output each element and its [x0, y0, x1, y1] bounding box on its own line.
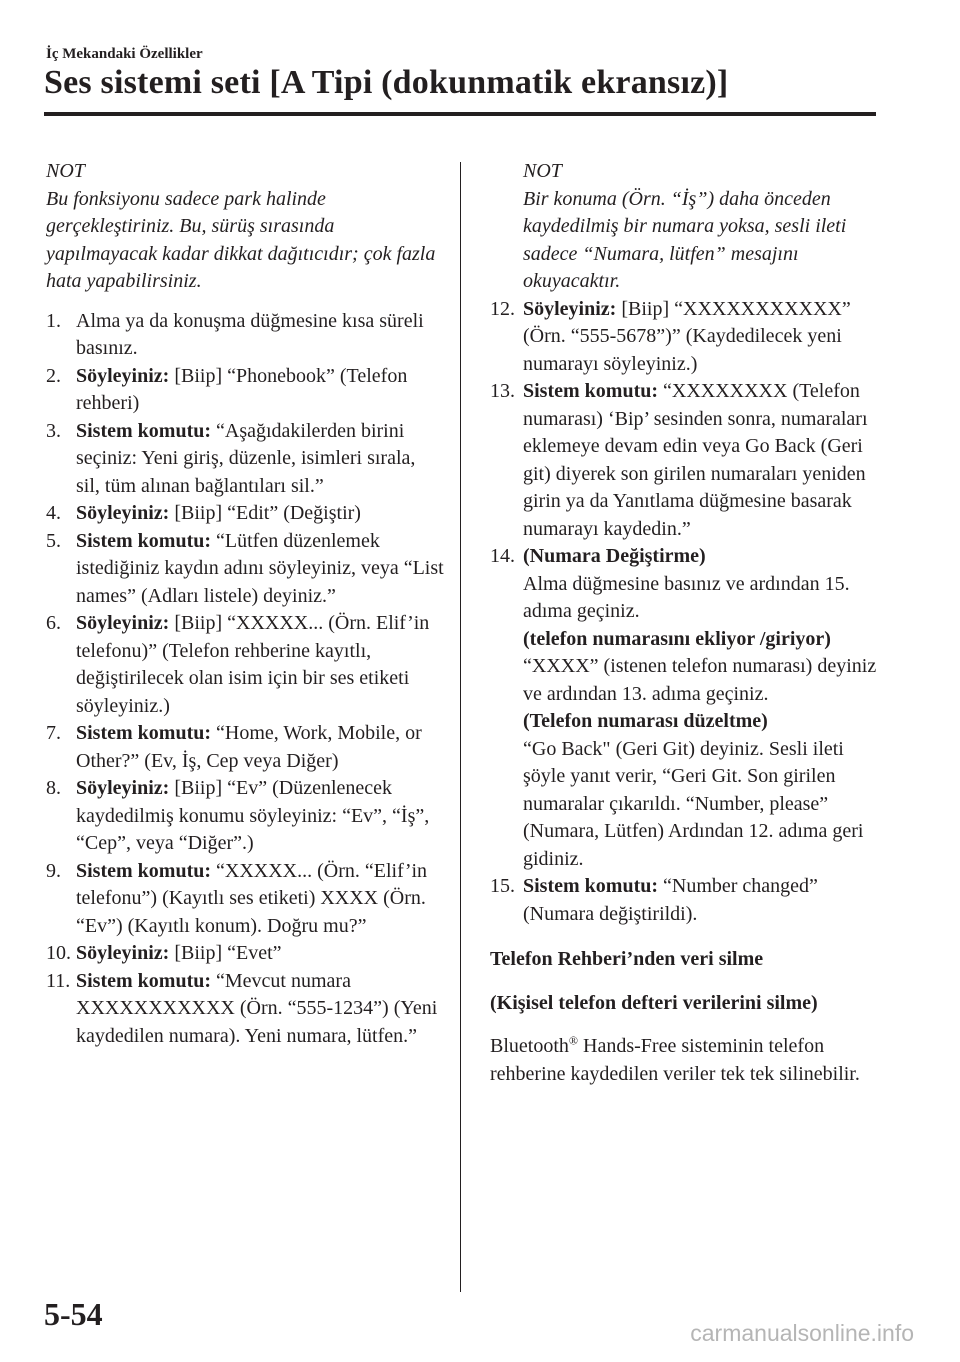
- step-text: [Biip] “Ev” (Düzenlenecek kaydedilmiş konumu söyleyiniz: “Ev”, “İş”, “Cep”, veya “Diğer”.): [76, 777, 430, 854]
- step-number: 9.: [46, 859, 61, 882]
- page-number: 5-54: [44, 1296, 103, 1332]
- step-label: Sistem komutu:: [76, 419, 212, 442]
- step-label: Sistem komutu:: [76, 722, 212, 744]
- column-divider: [460, 162, 461, 1292]
- step-3: [46, 418, 444, 501]
- step-number: 12.: [490, 297, 515, 320]
- step-number: 13.: [490, 380, 515, 402]
- step-number: 4.: [46, 502, 61, 524]
- step-number: 3.: [46, 419, 61, 442]
- section-label: İç Mekandaki Özellikler: [46, 46, 203, 62]
- step-label: Sistem komutu:: [76, 969, 212, 992]
- step-5: [46, 528, 444, 611]
- step-text: “XXXXX... (Örn. “Elif’in telefonu”) (Kayıtlı ses etiketi) XXXX (Örn. “Ev”) (Kayıtlı konum). Doğru mu?”: [76, 859, 428, 937]
- step-label: Sistem komutu:: [523, 380, 659, 402]
- step-text: [Biip] “Phonebook” (Telefon rehberi): [76, 364, 408, 414]
- step-subheading: (Numara Değiştirme): [523, 545, 706, 567]
- step-8: [46, 775, 444, 858]
- step-label: Söyleyiniz:: [76, 942, 170, 964]
- left-column: [46, 158, 444, 1050]
- step-2: [46, 363, 444, 418]
- step-subheading: (telefon numarasını ekliyor /giriyor): [523, 627, 831, 650]
- right-column: [490, 158, 890, 1088]
- step-10: [46, 940, 444, 968]
- step-text: [Biip] “Edit” (Değiştir): [169, 502, 361, 524]
- step-text: “Go Back" (Geri Git) deyiniz. Sesli ileti şöyle yanıt verir, “Geri Git. Son girilen numaralar çıkarıldı. “Number, please” (Numara, Lütfen) Ardından 12. adıma geri gidiniz.: [523, 737, 864, 870]
- step-6: [46, 610, 444, 720]
- note-heading: NOT: [523, 160, 562, 182]
- step-text: “Number changed” (Numara değiştirildi).: [523, 875, 818, 925]
- step-number: 8.: [46, 777, 61, 799]
- step-number: 5.: [46, 529, 61, 552]
- step-text: “XXXXXXXX (Telefon numarası) ‘Bip’ sesinden sonra, numaraları eklemeye devam edin veya Go Back (Geri git) diyerek son girilen numaraları yeniden girin ya da Yanıtlama düğmesine basarak numarayı kaydedin.”: [523, 380, 868, 540]
- step-label: Sistem komutu:: [523, 875, 659, 897]
- step-text: [Biip] “XXXXX... (Örn. Elif’in telefonu)” (Telefon rehberine kayıtlı, değiştirilecek olan isim için bir ses etiketi söyleyiniz.): [76, 612, 430, 717]
- step-text: “Home, Work, Mobile, or Other?” (Ev, İş, Cep veya Diğer): [76, 722, 422, 772]
- step-text: “XXXX” (istenen telefon numarası) deyiniz ve ardından 13. adıma geçiniz.: [523, 655, 877, 705]
- steps-list: [490, 296, 890, 929]
- section-heading: Telefon Rehberi’nden veri silme: [490, 948, 764, 970]
- step-number: 7.: [46, 722, 61, 744]
- step-label: Sistem komutu:: [76, 859, 212, 882]
- step-12: [490, 296, 890, 379]
- step-subheading: (Telefon numarası düzeltme): [523, 710, 768, 732]
- note-body: Bir konuma (Örn. “İş”) daha önceden kaydedilmiş bir numara yoksa, sesli ileti sadece “Numara, lütfen” mesajını okuyacaktır.: [523, 187, 847, 292]
- paragraph-text: Hands-Free sisteminin telefon rehberine kaydedilen veriler tek tek silinebilir.: [490, 1035, 860, 1085]
- watermark: carmanualsonline.info: [690, 1320, 914, 1346]
- step-text: Alma ya da konuşma düğmesine kısa süreli basınız.: [76, 309, 424, 359]
- step-number: 6.: [46, 612, 61, 634]
- step-number: 14.: [490, 545, 515, 567]
- step-text: “Aşağıdakilerden birini seçiniz: Yeni giriş, düzenle, isimleri sırala, sil, tüm alınan bağlantıları sil.”: [76, 419, 416, 497]
- step-label: Söyleyiniz:: [76, 502, 170, 524]
- step-text: “Lütfen düzenlemek istediğiniz kaydın adını söyleyiniz, veya “List names” (Adları listele) deyiniz.”: [76, 529, 444, 607]
- step-7: [46, 720, 444, 775]
- step-text: Alma düğmesine basınız ve ardından 15. adıma geçiniz.: [523, 572, 850, 622]
- step-13: [490, 378, 890, 543]
- registered-mark: ®: [568, 1033, 579, 1048]
- section-paragraph: [490, 1033, 890, 1088]
- step-text: [Biip] “XXXXXXXXXXX” (Örn. “555-5678”)” (Kaydedilecek yeni numarayı söyleyiniz.): [523, 297, 851, 375]
- page-title: Ses sistemi seti [A Tipi (dokunmatik ekransız)]: [44, 64, 729, 101]
- step-11: [46, 968, 444, 1051]
- section-subheading: (Kişisel telefon defteri verilerini silme): [490, 991, 818, 1014]
- step-15: [490, 873, 890, 928]
- step-14: [490, 543, 890, 873]
- step-1: [46, 308, 444, 363]
- step-label: Sistem komutu:: [76, 529, 212, 552]
- note-body: Bu fonksiyonu sadece park halinde gerçekleştiriniz. Bu, sürüş sırasında yapılmayacak kadar dikkat dağıtıcıdır; çok fazla hata yapabilirsiniz.: [46, 187, 436, 292]
- step-text: “Mevcut numara XXXXXXXXXXX (Örn. “555-1234”) (Yeni kaydedilen numara). Yeni numara, lütfen.”: [76, 969, 438, 1047]
- step-number: 10.: [46, 942, 71, 964]
- note-block: [490, 158, 890, 296]
- step-label: Söyleyiniz:: [76, 777, 170, 799]
- brand-text: Bluetooth: [490, 1035, 569, 1057]
- step-label: Söyleyiniz:: [76, 364, 170, 387]
- step-9: [46, 858, 444, 941]
- step-number: 2.: [46, 364, 61, 387]
- step-label: Söyleyiniz:: [76, 612, 170, 634]
- step-number: 11.: [46, 969, 71, 992]
- title-rule: [44, 112, 876, 116]
- step-number: 15.: [490, 875, 515, 897]
- step-number: 1.: [46, 309, 61, 332]
- step-text: [Biip] “Evet”: [169, 942, 282, 964]
- note-heading: NOT: [46, 160, 85, 182]
- step-4: [46, 500, 444, 528]
- steps-list: [46, 308, 444, 1051]
- step-label: Söyleyiniz:: [523, 297, 617, 320]
